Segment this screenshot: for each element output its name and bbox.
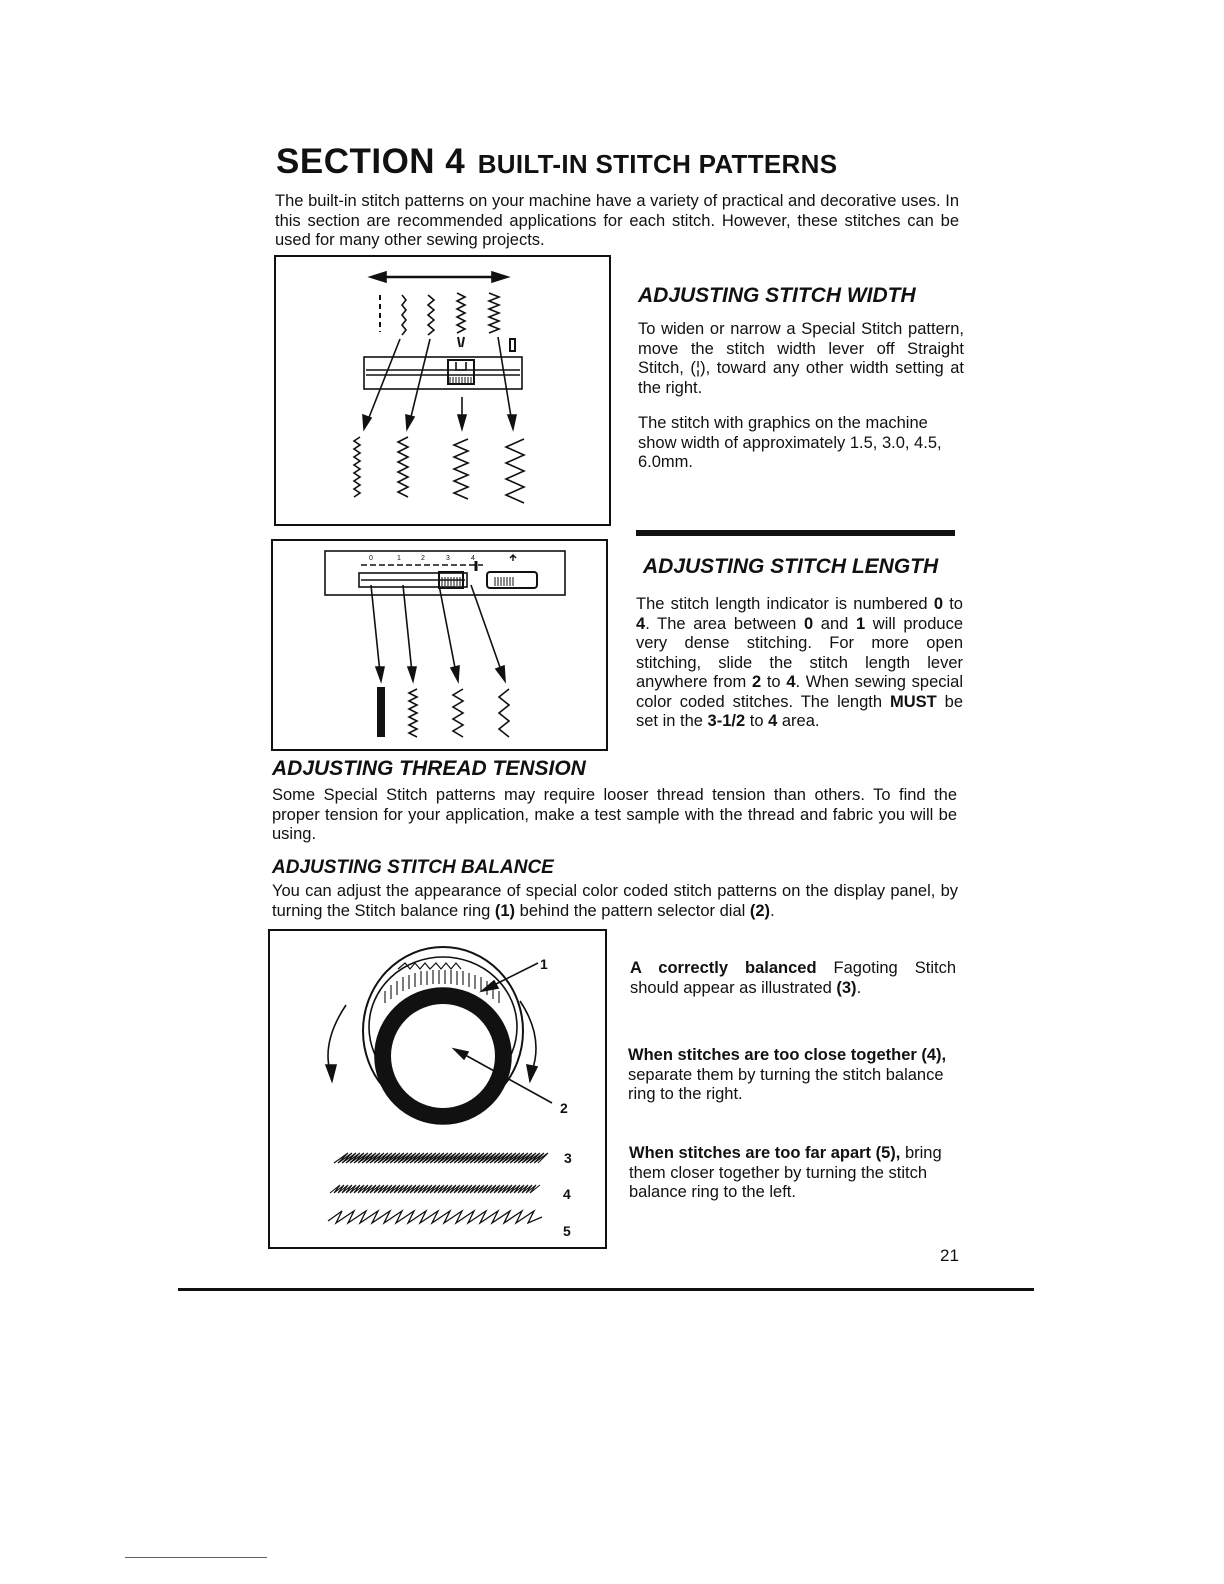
balance-correct-text: Fagoting Stitch should appear as illustrated: [630, 959, 956, 997]
balance-close-bold: When stitches are too close together (4),: [628, 1046, 947, 1064]
stitch-width-figure: [274, 255, 611, 526]
length-num: 4: [786, 673, 796, 691]
balance-close-note: [628, 1046, 958, 1105]
balance-correct-bold: A correctly balanced: [630, 959, 817, 977]
section-heading: BUILT-IN STITCH PATTERNS: [477, 149, 838, 179]
stitch-length-illustration: [273, 541, 606, 749]
section-title: [276, 142, 837, 182]
length-text: area.: [777, 712, 820, 730]
callout-1: 1: [540, 956, 548, 972]
scale-label-2: 2: [421, 555, 425, 562]
length-num: 1: [855, 614, 866, 633]
stitch-balance-figure: [268, 929, 607, 1249]
straight-stitch-glyph: ¦: [695, 359, 701, 377]
callout-3: 3: [564, 1150, 572, 1166]
balance-correct-end: .: [856, 978, 862, 997]
stitch-length-figure: [271, 539, 608, 751]
length-text: to: [761, 673, 787, 691]
balance-text: behind the pattern selector dial: [515, 901, 750, 920]
length-text: and: [813, 614, 856, 633]
tension-paragraph: Some Special Stitch patterns may require looser thread tension than others. To find the proper tension for your application, make a test sample with the thread and fabric you will be using.: [272, 786, 957, 843]
width-heading: ADJUSTING STITCH WIDTH: [638, 284, 916, 307]
balance-correct-note: [630, 959, 956, 998]
balance-close-text: separate them by turning the stitch balance ring to the right.: [628, 1065, 944, 1103]
footnote-rule: [125, 1557, 267, 1558]
width-paragraph-2: The stitch with graphics on the machine show width of approximately 1.5, 3.0, 4.5, 6.0mm.: [638, 414, 942, 471]
callout-5: 5: [563, 1223, 571, 1239]
length-text: to: [943, 595, 963, 613]
page-number: 21: [940, 1246, 959, 1265]
stitch-width-illustration: [276, 257, 609, 524]
length-range: 3-1/2: [707, 712, 746, 730]
length-text: . The area between: [645, 614, 804, 633]
balance-ref-2: (2): [749, 901, 771, 920]
width-p1-b: ), toward any other width setting at the right.: [638, 359, 964, 397]
balance-text: .: [770, 901, 775, 920]
balance-heading: ADJUSTING STITCH BALANCE: [272, 857, 554, 878]
footer-rule: [178, 1288, 1034, 1291]
length-text: will produce very dense stitching. For more open stitching, slide the stitch length lever anywhere from: [636, 614, 964, 691]
balance-paragraph: [272, 882, 958, 921]
length-text: The stitch length indicator is numbered: [636, 595, 934, 613]
section-divider: [636, 530, 955, 536]
length-num: 0: [933, 595, 943, 613]
length-num: 4: [768, 712, 778, 730]
callout-2: 2: [560, 1100, 568, 1116]
length-text: be set in the: [636, 692, 963, 730]
length-paragraph: [636, 595, 963, 732]
length-num: 0: [803, 614, 814, 633]
length-must: MUST: [889, 692, 937, 711]
balance-apart-text: bring them closer together by turning the stitch balance ring to the left.: [629, 1144, 942, 1201]
callout-4: 4: [563, 1186, 571, 1202]
length-text: . When sewing special color coded stitches. The length: [636, 673, 964, 711]
scale-label-1: 1: [397, 555, 401, 562]
length-num: 2: [751, 673, 762, 691]
scale-label-4: 4: [471, 555, 475, 562]
intro-paragraph: The built-in stitch patterns on your machine have a variety of practical and decorative uses. In this section are recommended applications for each stitch. However, these stitches can be used for many other sewing projects.: [275, 192, 959, 249]
length-heading: ADJUSTING STITCH LENGTH: [643, 555, 939, 578]
scale-label-0: 0: [369, 555, 373, 562]
width-p1-a: To widen or narrow a Special Stitch pattern, move the stitch width lever off Straight Stitch, (: [638, 320, 964, 377]
length-num: 4: [636, 614, 646, 633]
tension-heading: ADJUSTING THREAD TENSION: [272, 757, 586, 780]
width-paragraph-1: [638, 320, 964, 398]
stitch-balance-illustration: [270, 931, 605, 1247]
balance-apart-bold: When stitches are too far apart (5),: [629, 1144, 901, 1162]
section-number: SECTION 4: [276, 142, 466, 181]
scale-label-3: 3: [446, 555, 450, 562]
balance-text: You can adjust the appearance of special color coded stitch patterns on the display panel, by turning the Stitch balance ring: [272, 882, 958, 920]
balance-apart-note: [629, 1144, 957, 1203]
balance-correct-ref: (3): [836, 978, 857, 997]
balance-ref-1: (1): [494, 901, 516, 920]
length-text: to: [745, 712, 769, 730]
